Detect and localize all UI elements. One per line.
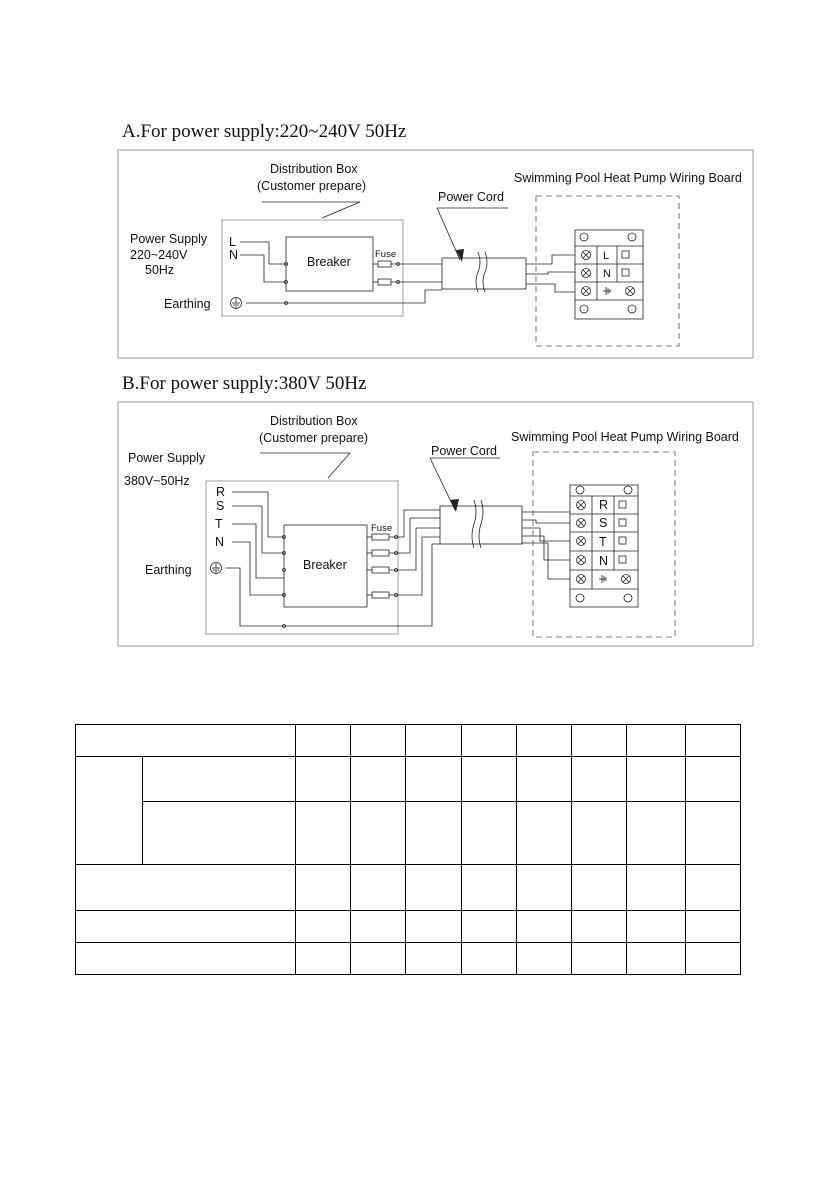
screw-a-3 <box>582 287 591 296</box>
label-b-s: S <box>216 499 225 513</box>
table-row <box>76 911 741 943</box>
label-a-l: L <box>229 235 236 249</box>
distribution-box-a-label: Distribution Box <box>270 162 358 176</box>
section-a-title: A.For power supply:220~240V 50Hz <box>122 121 407 142</box>
label-a-n: N <box>229 248 239 262</box>
customer-prepare-b-label: (Customer prepare) <box>259 431 369 445</box>
screw-a-4 <box>626 287 635 296</box>
screw-b-1 <box>577 501 586 510</box>
wiring-board-a-label: Swimming Pool Heat Pump Wiring Board <box>514 171 742 185</box>
distribution-box-b <box>206 481 398 634</box>
table-row <box>76 943 741 975</box>
section-b-title: B.For power supply:380V 50Hz <box>122 373 367 394</box>
wire-b-r <box>232 492 284 537</box>
power-supply-a-label: Power Supply <box>130 232 208 246</box>
screw-b-2 <box>577 519 586 528</box>
table-row <box>76 757 741 802</box>
earthing-b-label: Earthing <box>145 563 192 577</box>
screw-b-3 <box>577 537 586 546</box>
distribution-box-a-pointer <box>262 202 360 218</box>
wire-b-s <box>232 506 284 553</box>
power-cord-a-label: Power Cord <box>438 190 504 204</box>
wiring-board-b-label: Swimming Pool Heat Pump Wiring Board <box>511 430 739 444</box>
earthing-a-label: Earthing <box>164 297 211 311</box>
wire-a-l <box>240 242 286 264</box>
fuse-a-label: Fuse <box>375 249 397 260</box>
distribution-box-b-label: Distribution Box <box>270 414 358 428</box>
fuse-b-label: Fuse <box>371 523 393 534</box>
earthing-a-icon <box>231 298 242 309</box>
screw-b-6 <box>622 575 631 584</box>
table-row <box>76 802 741 865</box>
label-b-t: T <box>215 517 223 531</box>
earth-terminal-a-icon <box>603 287 610 295</box>
terminal-b-n: N <box>599 554 609 568</box>
terminal-a-l: L <box>603 250 610 262</box>
table-row <box>76 725 741 757</box>
earth-terminal-b-icon <box>599 575 606 583</box>
voltage-a-label: 220~240V <box>130 248 188 262</box>
power-cord-a <box>442 258 526 289</box>
distribution-box-b-pointer <box>260 453 350 478</box>
screw-a-1 <box>582 251 591 260</box>
power-cord-b-label: Power Cord <box>431 444 497 458</box>
terminal-b-s: S <box>599 516 608 530</box>
wire-a-n <box>240 255 286 282</box>
wire-b-earth <box>226 544 440 626</box>
screw-b-4 <box>577 556 586 565</box>
freq-a-label: 50Hz <box>145 263 175 277</box>
terminal-b-t: T <box>599 535 607 549</box>
breaker-a-label: Breaker <box>307 255 351 269</box>
power-cord-a-pointer <box>437 208 460 260</box>
screw-b-5 <box>577 575 586 584</box>
table-row <box>76 865 741 911</box>
breaker-b-label: Breaker <box>303 558 347 572</box>
power-supply-b-label: Power Supply <box>128 451 206 465</box>
label-b-r: R <box>216 485 226 499</box>
wire-a-earth <box>246 290 442 303</box>
voltage-freq-b-label: 380V~50Hz <box>124 474 190 488</box>
customer-prepare-a-label: (Customer prepare) <box>257 179 367 193</box>
earthing-b-icon <box>211 563 222 574</box>
spec-table <box>75 724 741 975</box>
terminal-b-r: R <box>599 498 609 512</box>
label-b-n: N <box>215 535 225 549</box>
terminal-a-n: N <box>603 268 611 280</box>
screw-a-2 <box>582 269 591 278</box>
